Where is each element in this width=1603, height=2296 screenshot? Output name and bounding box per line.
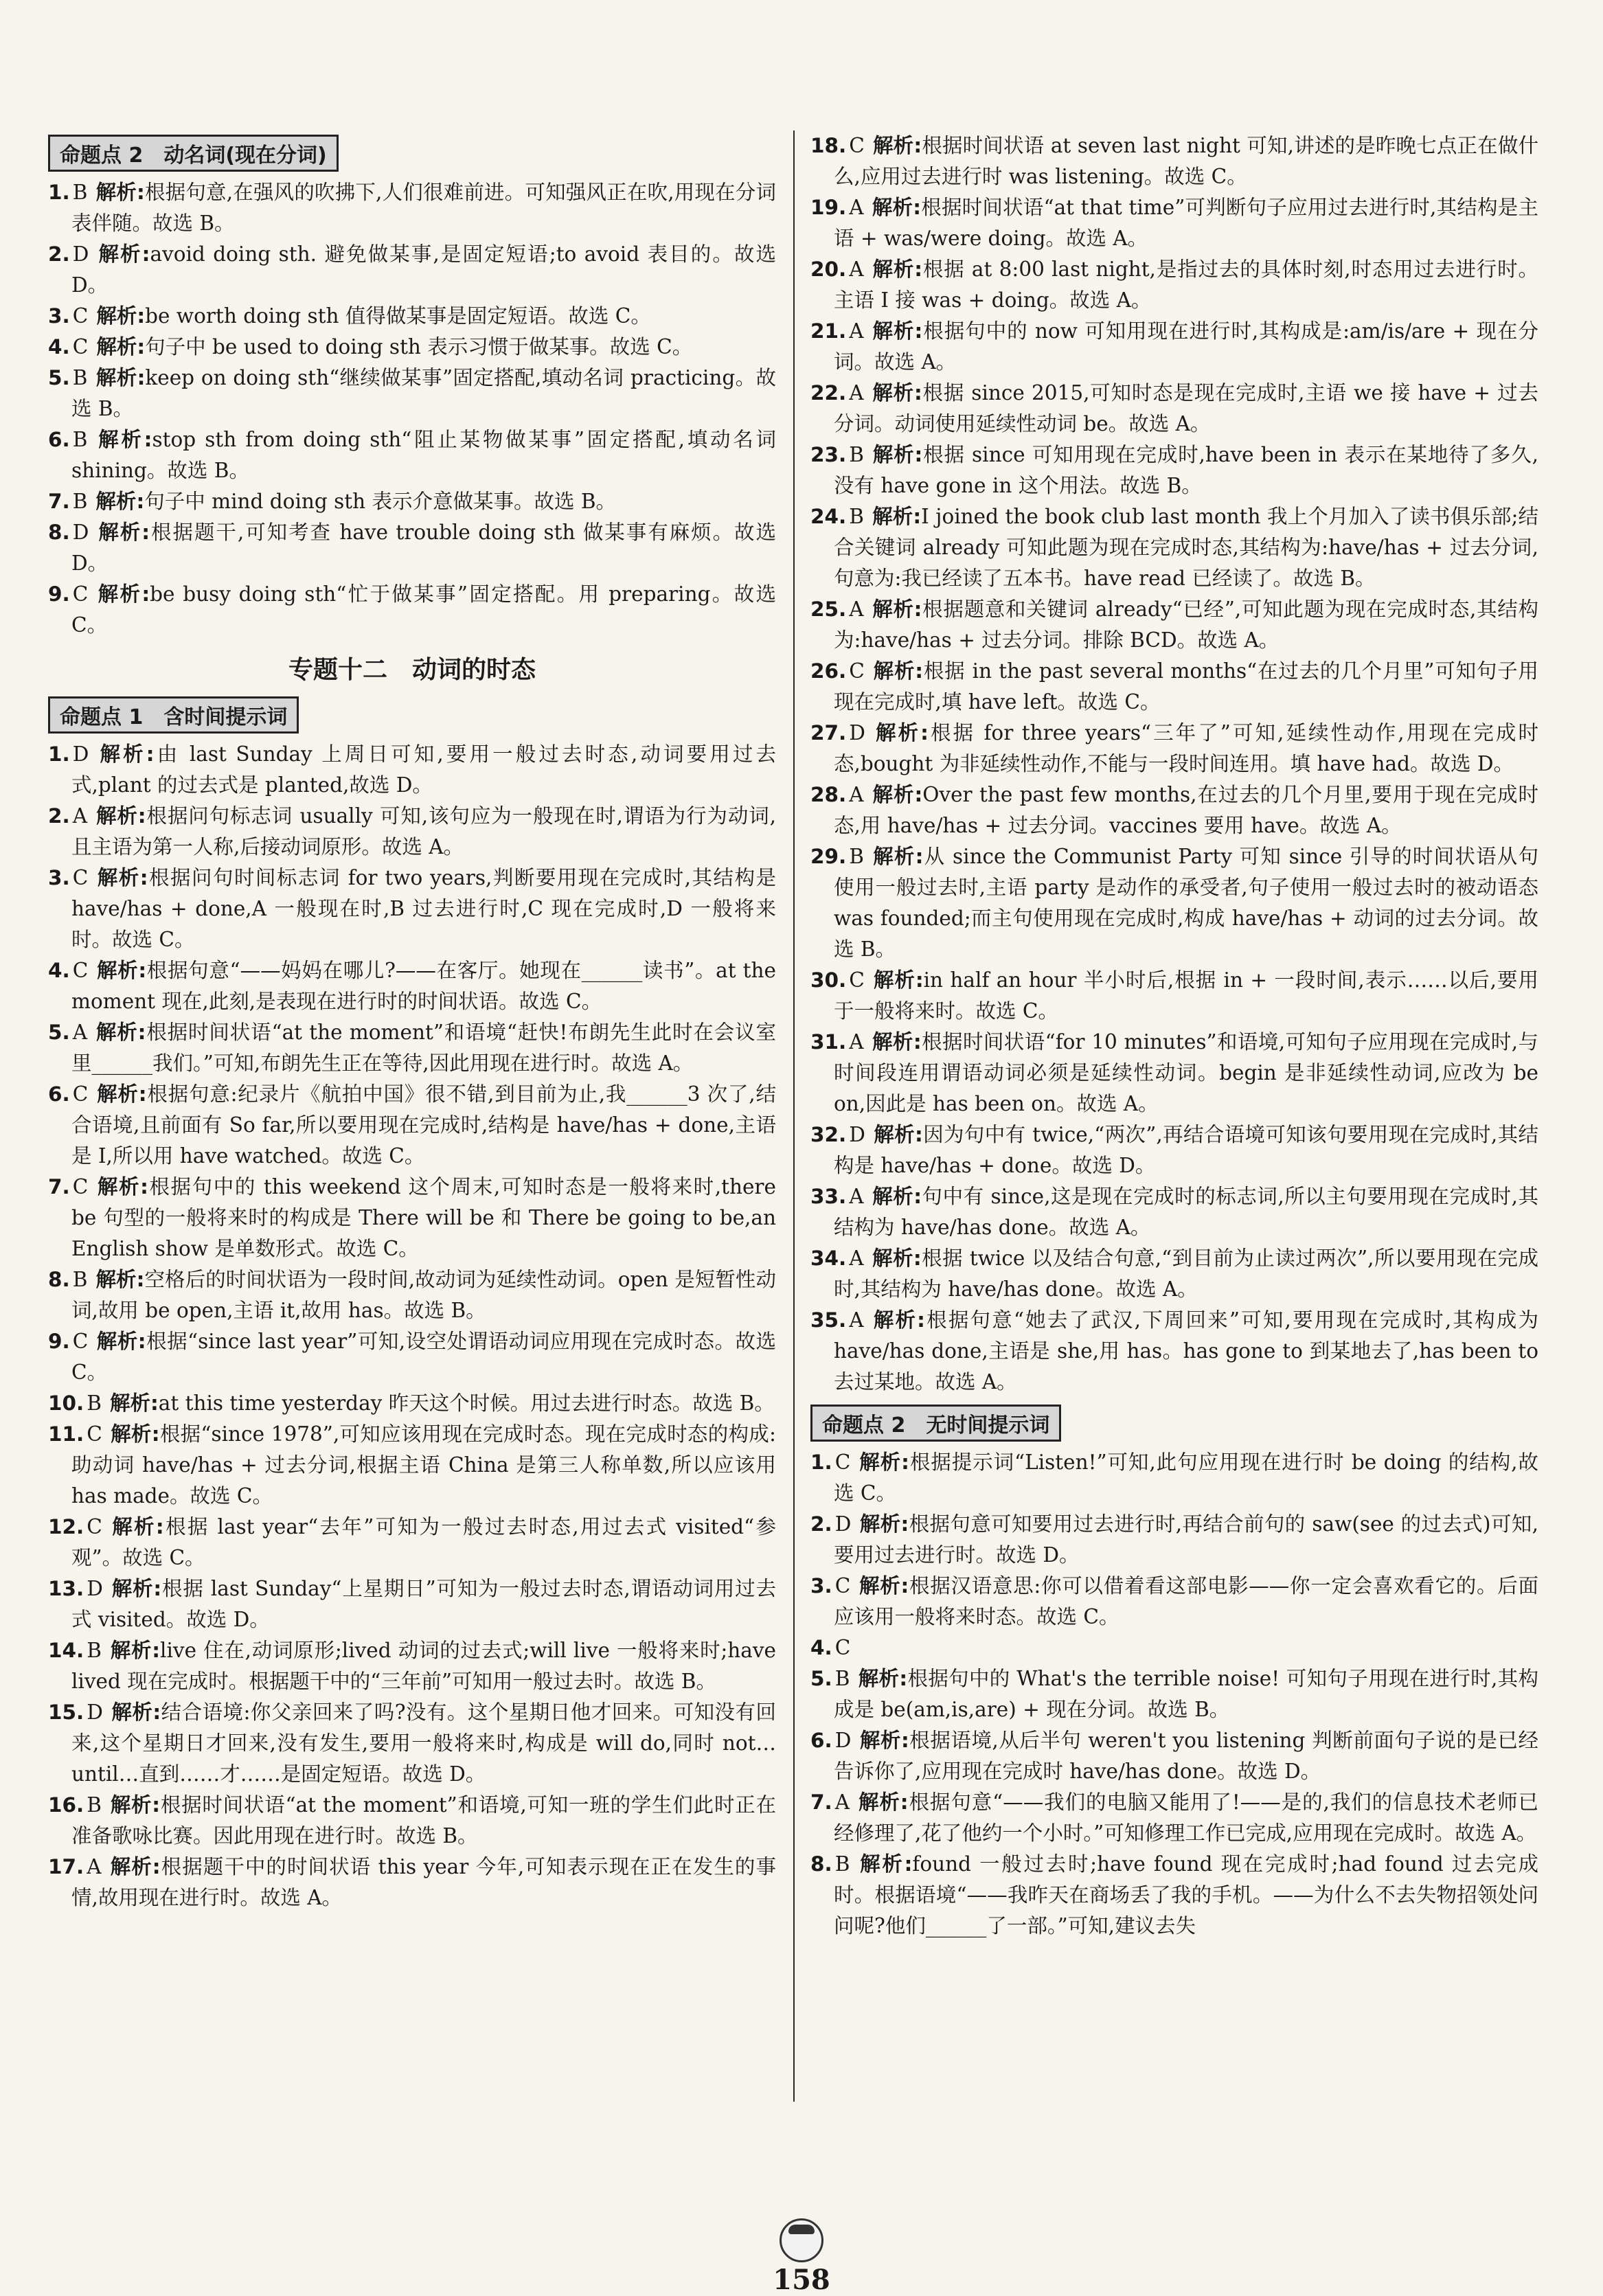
item-explanation: found 一般过去时;have found 现在完成时;had found 过去完成时。根据语境“——我昨天在商场丢了我的手机。——为什么不去失物招领处问问呢?他们______了一部。”可知,建议去失 xyxy=(834,1852,1538,1937)
item-number: 12. xyxy=(48,1515,84,1538)
item-explanation: 根据时间状语 at seven last night 可知,讲述的是昨晚七点正在做什么,应用过去进行时 was listening。故选 C。 xyxy=(834,134,1538,188)
item-explanation: 根据“since 1978”,可知应该用现在完成时态。现在完成时态的构成:助动词 have/has + 过去分词,根据主语 China 是第三人称单数,所以应该用 has made。故选 C。 xyxy=(71,1422,776,1508)
item-number: 2. xyxy=(48,804,70,828)
item-explanation: keep on doing sth“继续做某事”固定搭配,填动名词 practicing。故选 B。 xyxy=(71,366,776,420)
item-answer: A xyxy=(849,319,864,343)
item-answer: D xyxy=(834,1512,852,1536)
answer-item: 3. C 解析:根据汉语意思:你可以借着看这部电影——你一定会喜欢看它的。后面应该用一般将来时态。故选 C。 xyxy=(810,1574,1538,1628)
answer-item: 4. C 解析:句子中 be used to doing sth 表示习惯于做某事。故选 C。 xyxy=(48,335,693,359)
item-answer: C xyxy=(849,659,865,683)
analysis-label: 解析 xyxy=(872,196,913,219)
item-explanation: 根据汉语意思:你可以借着看这部电影——你一定会喜欢看它的。后面应该用一般将来时态。故选 C。 xyxy=(834,1574,1538,1628)
answer-item: 27. D 解析:根据 for three years“三年了”可知,延续性动作,用现在完成时态,bought 为非延续性动作,不能与一段时间连用。填 have had。故选 D。 xyxy=(810,721,1538,775)
item-answer: C xyxy=(72,1175,89,1198)
item-explanation: 句中有 since,这是现在完成时的标志词,所以主句要用现在完成时,其结构为 have/has done。故选 A。 xyxy=(834,1185,1538,1239)
analysis-label: 解析 xyxy=(96,1175,141,1198)
answer-item: 1. D 解析:由 last Sunday 上周日可知,要用一般过去时态,动词要用过去式,plant 的过去式是 planted,故选 D。 xyxy=(48,742,776,797)
item-explanation: 因为句中有 twice,“两次”,再结合语境可知该句要用现在完成时,其结构是 have/has + done。故选 D。 xyxy=(834,1123,1538,1177)
analysis-label: 解析 xyxy=(97,521,142,544)
analysis-label: 解析 xyxy=(872,968,916,992)
analysis-label: 解析 xyxy=(96,335,137,359)
item-number: 23. xyxy=(810,443,847,466)
analysis-label: 解析 xyxy=(109,1855,152,1878)
item-number: 11. xyxy=(48,1422,84,1446)
item-explanation: 句子中 be used to doing sth 表示习惯于做某事。故选 C。 xyxy=(145,335,693,359)
item-answer: A xyxy=(72,1021,88,1044)
answer-item: 20. A 解析:根据 at 8:00 last night,是指过去的具体时刻,时态用过去进行时。主语 I 接 was + doing。故选 A。 xyxy=(810,258,1538,312)
item-number: 1. xyxy=(48,181,70,204)
item-explanation: 根据时间状语“at that time”可判断句子应用过去进行时,其结构是主语 + was/were doing。故选 A。 xyxy=(834,196,1538,250)
page-footer xyxy=(0,2218,1603,2296)
item-answer: A xyxy=(849,196,864,219)
item-answer: A xyxy=(849,1247,864,1270)
item-number: 10. xyxy=(48,1391,84,1415)
item-explanation: 结合语境:你父亲回来了吗?没有。这个星期日他才回来。可知没有回来,这个星期日才回来,没有发生,要用一般将来时,构成是 will do,同时 not…until…直到……才……是固定短语。故选 D。 xyxy=(71,1701,776,1786)
item-answer: D xyxy=(72,242,89,266)
analysis-label: 解析 xyxy=(96,582,142,606)
item-number: 4. xyxy=(810,1636,832,1659)
item-number: 7. xyxy=(48,1175,70,1198)
item-explanation: 根据 at 8:00 last night,是指过去的具体时刻,时态用过去进行时。主语 I 接 was + doing。故选 A。 xyxy=(834,258,1538,312)
analysis-label: 解析 xyxy=(110,1515,156,1538)
item-answer: C xyxy=(849,134,865,157)
item-answer: B xyxy=(849,505,864,528)
item-answer: A xyxy=(834,1791,850,1814)
item-answer: C xyxy=(849,968,865,992)
item-explanation: 根据“since last year”可知,设空处谓语动词应用现在完成时态。故选 C。 xyxy=(71,1330,776,1384)
item-answer: C xyxy=(72,866,89,889)
analysis-label: 解析 xyxy=(858,1791,900,1814)
analysis-label: 解析 xyxy=(111,1577,154,1600)
item-number: 5. xyxy=(810,1667,832,1690)
item-answer: B xyxy=(849,443,864,466)
answer-item: 2. A 解析:根据问句标志词 usually 可知,该句应为一般现在时,谓语为行为动词,且主语为第一人称,后接动词原形。故选 A。 xyxy=(48,804,776,859)
answer-item: 22. A 解析:根据 since 2015,可知时态是现在完成时,主语 we 接 have + 过去分词。动词使用延续性动词 be。故选 A。 xyxy=(810,381,1538,435)
item-number: 35. xyxy=(810,1308,847,1332)
item-answer: C xyxy=(834,1636,851,1659)
item-number: 13. xyxy=(48,1577,84,1600)
item-number: 14. xyxy=(48,1639,84,1662)
item-number: 4. xyxy=(48,959,70,982)
answer-item: 11. C 解析:根据“since 1978”,可知应该用现在完成时态。现在完成时态的构成:助动词 have/has + 过去分词,根据主语 China 是第三人称单数,所以应该用 has made。故选 C。 xyxy=(48,1422,776,1508)
item-explanation: I joined the book club last month 我上个月加入了读书俱乐部;结合关键词 already 可知此题为现在完成时态,其结构为:have/has + 过去分词,句意为:我已经读了五本书。have read 已经读了。故选 B。 xyxy=(834,505,1538,590)
column-divider xyxy=(793,130,795,2102)
item-answer: D xyxy=(849,721,865,745)
answer-item: 17. A 解析:根据题干中的时间状语 this year 今年,可知表示现在正在发生的事情,故用现在进行时。故选 A。 xyxy=(48,1855,776,1909)
item-explanation: 空格后的时间状语为一段时间,故动词为延续性动词。open 是短暂性动词,故用 be open,主语 it,故用 has。故选 B。 xyxy=(71,1268,776,1322)
item-number: 7. xyxy=(48,490,70,513)
item-number: 33. xyxy=(810,1185,847,1208)
item-explanation: 根据问句标志词 usually 可知,该句应为一般现在时,谓语为行为动词,且主语为第一人称,后接动词原形。故选 A。 xyxy=(71,804,776,859)
item-explanation: 根据时间状语“at the moment”和语境“赶快!布朗先生此时在会议室里______我们。”可知,布朗先生正在等待,因此用现在进行时。故选 A。 xyxy=(71,1021,776,1075)
analysis-label: 解析 xyxy=(872,845,916,868)
analysis-label: 解析 xyxy=(872,1030,913,1054)
analysis-label: 解析 xyxy=(873,1123,916,1146)
item-answer: D xyxy=(87,1701,103,1724)
analysis-label: 解析 xyxy=(95,1021,138,1044)
item-answer: B xyxy=(834,1852,850,1876)
answer-item: 12. C 解析:根据 last year“去年”可知为一般过去时态,用过去式 visited“参观”。故选 C。 xyxy=(48,1515,776,1569)
answer-list xyxy=(810,1447,1538,1942)
item-number: 22. xyxy=(810,381,847,405)
analysis-label: 解析 xyxy=(872,134,914,157)
analysis-label: 解析 xyxy=(97,242,142,266)
item-explanation: 根据句意“——妈妈在哪儿?——在客厅。她现在______读书”。at the moment 现在,此刻,是表现在进行时的时间状语。故选 C。 xyxy=(71,959,776,1013)
page-number: 158 xyxy=(773,2264,830,2296)
item-explanation: 根据 last Sunday“上星期日”可知为一般过去时态,谓语动词用过去式 visited。故选 D。 xyxy=(71,1577,776,1631)
analysis-label: 解析 xyxy=(859,1574,901,1598)
item-answer: C xyxy=(72,959,89,982)
answer-item: 34. A 解析:根据 twice 以及结合句意,“到目前为止读过两次”,所以要用现在完成时,其结构为 have/has done。故选 A。 xyxy=(810,1247,1538,1301)
answer-item: 29. B 解析:从 since the Communist Party 可知 since 引导的时间状语从句使用一般过去时,主语 party 是动作的承受者,句子使用一般过去时的被动语态 was founded;而主句使用现在完成时,构成 have/has + 动词的过去分词。故选 B。 xyxy=(810,845,1538,961)
item-explanation: live 住在,动词原形;lived 动词的过去式;will live 一般将来时;have lived 现在完成时。根据题干中的“三年前”可知用一般过去时。故选 B。 xyxy=(71,1639,776,1693)
item-explanation: 句子中 mind doing sth 表示介意做某事。故选 B。 xyxy=(144,490,617,513)
answer-item: 28. A 解析:Over the past few months,在过去的几个月里,要用于现在完成时态,用 have/has + 过去分词。vaccines 要用 have。故选 A。 xyxy=(810,783,1538,837)
item-answer: C xyxy=(72,335,89,359)
item-answer: A xyxy=(849,381,864,405)
answer-item: 35. A 解析:根据句意“她去了武汉,下周回来”可知,要用现在完成时,其构成为 have/has done,主语是 she,用 has。has gone to 到某地去了,has been to 去过某地。故选 A。 xyxy=(810,1308,1538,1394)
item-answer: B xyxy=(72,366,88,389)
item-answer: A xyxy=(87,1855,102,1878)
item-explanation: 根据 for three years“三年了”可知,延续性动作,用现在完成时态,bought 为非延续性动作,不能与一段时间连用。填 have had。故选 D。 xyxy=(834,721,1538,775)
item-answer: B xyxy=(849,845,864,868)
answer-item: 7. B 解析:句子中 mind doing sth 表示介意做某事。故选 B。 xyxy=(48,490,617,513)
item-explanation: 根据句意“——我们的电脑又能用了!——是的,我们的信息技术老师已经修理了,花了他约一个小时。”可知修理工作已完成,应用现在完成时。故选 A。 xyxy=(834,1791,1538,1845)
item-number: 2. xyxy=(48,242,70,266)
analysis-label: 解析 xyxy=(96,1082,139,1106)
item-explanation: 根据时间状语“for 10 minutes”和语境,可知句子应用现在完成时,与时间段连用谓语动词必须是延续性动词。begin 是非延续性动词,应改为 be on,因此是 has been on。故选 A。 xyxy=(834,1030,1538,1115)
analysis-label: 解析 xyxy=(872,783,915,806)
item-explanation: 根据 since 2015,可知时态是现在完成时,主语 we 接 have + 过去分词。动词使用延续性动词 be。故选 A。 xyxy=(834,381,1538,435)
analysis-label: 解析 xyxy=(97,742,146,766)
item-explanation: 根据 in the past several months“在过去的几个月里”可知句子用现在完成时,填 have left。故选 C。 xyxy=(834,659,1538,714)
item-answer: A xyxy=(849,598,864,621)
item-number: 18. xyxy=(810,134,847,157)
item-answer: C xyxy=(834,1574,851,1598)
item-number: 3. xyxy=(48,866,70,889)
answer-item: 8. B 解析:found 一般过去时;have found 现在完成时;had found 过去完成时。根据语境“——我昨天在商场丢了我的手机。——为什么不去失物招领处问问呢?他们______了一部。”可知,建议去失 xyxy=(810,1852,1538,1937)
item-number: 34. xyxy=(810,1247,847,1270)
item-explanation: 根据 last year“去年”可知为一般过去时态,用过去式 visited“参观”。故选 C。 xyxy=(71,1515,776,1569)
item-number: 5. xyxy=(48,366,70,389)
item-number: 19. xyxy=(810,196,847,219)
item-number: 5. xyxy=(48,1021,70,1044)
analysis-label: 解析 xyxy=(858,1667,900,1690)
item-explanation: 根据语境,从后半句 weren't you listening 判断前面句子说的是已经告诉你了,应用现在完成时 have/has done。故选 D。 xyxy=(834,1729,1538,1783)
item-answer: D xyxy=(87,1577,103,1600)
item-number: 25. xyxy=(810,598,847,621)
item-answer: B xyxy=(72,490,88,513)
item-answer: A xyxy=(849,1308,864,1332)
answer-item: 5. A 解析:根据时间状语“at the moment”和语境“赶快!布朗先生此时在会议室里______我们。”可知,布朗先生正在等待,因此用现在进行时。故选 A。 xyxy=(48,1021,776,1075)
analysis-label: 解析 xyxy=(872,1185,914,1208)
item-number: 9. xyxy=(48,1330,70,1353)
answer-item: 31. A 解析:根据时间状语“for 10 minutes”和语境,可知句子应用现在完成时,与时间段连用谓语动词必须是延续性动词。begin 是非延续性动词,应改为 be on,因此是 has been on。故选 A。 xyxy=(810,1030,1538,1115)
analysis-label: 解析 xyxy=(859,1512,901,1536)
item-number: 9. xyxy=(48,582,70,606)
answer-item: 6. B 解析:stop sth from doing sth“阻止某物做某事”固定搭配,填动名词 shining。故选 B。 xyxy=(48,428,776,482)
item-explanation: 根据题干中的时间状语 this year 今年,可知表示现在正在发生的事情,故用现在进行时。故选 A。 xyxy=(71,1855,776,1909)
item-number: 27. xyxy=(810,721,847,745)
item-answer: D xyxy=(72,742,89,766)
mascot-icon xyxy=(780,2218,823,2262)
item-number: 7. xyxy=(810,1791,832,1814)
item-explanation: 根据句意“她去了武汉,下周回来”可知,要用现在完成时,其构成为 have/has done,主语是 she,用 has。has gone to 到某地去了,has been to 去过某地。故选 A。 xyxy=(834,1308,1538,1394)
item-number: 8. xyxy=(48,1268,70,1291)
analysis-label: 解析 xyxy=(95,1268,137,1291)
item-answer: A xyxy=(849,258,864,281)
answer-list xyxy=(48,177,776,641)
item-explanation: 从 since the Communist Party 可知 since 引导的时间状语从句使用一般过去时,主语 party 是动作的承受者,句子使用一般过去时的被动语态 was founded;而主句使用现在完成时,构成 have/has + 动词的过去分词。故选 B。 xyxy=(834,845,1538,961)
answer-item: 6. C 解析:根据句意:纪录片《航拍中国》很不错,到目前为止,我______3 次了,结合语境,且前面有 So far,所以要用现在完成时,结构是 have/has + done,主语是 I,所以用 have watched。故选 C。 xyxy=(48,1082,776,1168)
item-number: 17. xyxy=(48,1855,84,1878)
item-number: 30. xyxy=(810,968,847,992)
section-heading: 命题点 1 含时间提示词 xyxy=(48,696,299,734)
item-explanation: 根据句意,在强风的吹拂下,人们很难前进。可知强风正在吹,用现在分词表伴随。故选 B。 xyxy=(71,181,776,235)
item-number: 29. xyxy=(810,845,847,868)
item-answer: C xyxy=(72,304,89,328)
item-explanation: 由 last Sunday 上周日可知,要用一般过去时态,动词要用过去式,plant 的过去式是 planted,故选 D。 xyxy=(71,742,776,797)
answer-item: 9. C 解析:be busy doing sth“忙于做某事”固定搭配。用 preparing。故选 C。 xyxy=(48,582,776,637)
answer-list xyxy=(48,739,776,1913)
analysis-label: 解析 xyxy=(95,428,144,451)
analysis-label: 解析 xyxy=(95,181,137,204)
item-answer: B xyxy=(72,181,88,204)
analysis-label: 解析 xyxy=(872,258,915,281)
analysis-label: 解析 xyxy=(111,1701,153,1724)
item-number: 31. xyxy=(810,1030,847,1054)
answer-item xyxy=(810,1633,1538,1663)
answer-item: 32. D 解析:因为句中有 twice,“两次”,再结合语境可知该句要用现在完成时,其结构是 have/has + done。故选 D。 xyxy=(810,1123,1538,1177)
topic-title: 专题十二 动词的时态 xyxy=(288,656,536,684)
analysis-label: 解析 xyxy=(872,505,913,528)
item-answer: A xyxy=(72,804,88,828)
answer-item: 2. D 解析:根据句意可知要用过去进行时,再结合前句的 saw(see 的过去式)可知,要用过去进行时。故选 D。 xyxy=(810,1512,1538,1567)
item-number: 6. xyxy=(810,1729,832,1752)
answer-item: 21. A 解析:根据句中的 now 可知用现在进行时,其构成是:am/is/are + 现在分词。故选 A。 xyxy=(810,319,1538,374)
item-answer: D xyxy=(834,1729,852,1752)
answer-item: 6. D 解析:根据语境,从后半句 weren't you listening 判断前面句子说的是已经告诉你了,应用现在完成时 have/has done。故选 D。 xyxy=(810,1729,1538,1783)
item-answer: C xyxy=(87,1515,102,1538)
item-number: 8. xyxy=(810,1852,832,1876)
left-column xyxy=(48,130,776,1913)
item-number: 8. xyxy=(48,521,70,544)
item-answer: D xyxy=(849,1123,865,1146)
answer-item: 16. B 解析:根据时间状语“at the moment”和语境,可知一班的学生们此时正在准备歌咏比赛。因此用现在进行时。故选 B。 xyxy=(48,1793,776,1848)
analysis-label: 解析 xyxy=(872,443,915,466)
item-explanation: avoid doing sth. 避免做某事,是固定短语;to avoid 表目的。故选 D。 xyxy=(71,242,776,297)
analysis-label: 解析 xyxy=(95,366,137,389)
answer-item: 2. D 解析:avoid doing sth. 避免做某事,是固定短语;to avoid 表目的。故选 D。 xyxy=(48,242,776,297)
item-answer: A xyxy=(849,1030,864,1054)
item-number: 21. xyxy=(810,319,847,343)
item-answer: A xyxy=(849,1185,864,1208)
item-number: 3. xyxy=(810,1574,832,1598)
answer-item: 26. C 解析:根据 in the past several months“在过去的几个月里”可知句子用现在完成时,填 have left。故选 C。 xyxy=(810,659,1538,714)
item-answer: A xyxy=(849,783,864,806)
item-number: 26. xyxy=(810,659,847,683)
item-answer: B xyxy=(834,1667,850,1690)
analysis-label: 解析 xyxy=(872,598,914,621)
analysis-label: 解析 xyxy=(95,804,138,828)
item-explanation: 根据 twice 以及结合句意,“到目前为止读过两次”,所以要用现在完成时,其结构为 have/has done。故选 A。 xyxy=(834,1247,1538,1301)
analysis-label: 解析 xyxy=(873,721,921,745)
item-explanation: be worth doing sth 值得做某事是固定短语。故选 C。 xyxy=(145,304,651,328)
analysis-label: 解析 xyxy=(96,866,140,889)
analysis-label: 解析 xyxy=(872,381,914,405)
answer-item: 1. C 解析:根据提示词“Listen!”可知,此句应用现在进行时 be doing 的结构,故选 C。 xyxy=(810,1451,1538,1505)
analysis-label: 解析 xyxy=(110,1422,152,1446)
item-number: 1. xyxy=(810,1451,832,1474)
answer-item: 18. C 解析:根据时间状语 at seven last night 可知,讲述的是昨晚七点正在做什么,应用过去进行时 was listening。故选 C。 xyxy=(810,134,1538,188)
answer-item: 14. B 解析:live 住在,动词原形;lived 动词的过去式;will live 一般将来时;have lived 现在完成时。根据题干中的“三年前”可知用一般过去时。故选 B。 xyxy=(48,1639,776,1693)
item-explanation: 根据 since 可知用现在完成时,have been in 表示在某地待了多久,没有 have gone in 这个用法。故选 B。 xyxy=(834,443,1538,497)
item-number: 15. xyxy=(48,1701,84,1724)
analysis-label: 解析 xyxy=(872,319,915,343)
item-explanation: stop sth from doing sth“阻止某物做某事”固定搭配,填动名词 shining。故选 B。 xyxy=(71,428,776,482)
item-answer: C xyxy=(72,582,89,606)
answer-item: 19. A 解析:根据时间状语“at that time”可判断句子应用过去进行时,其结构是主语 + was/were doing。故选 A。 xyxy=(810,196,1538,250)
item-explanation: at this time yesterday 昨天这个时候。用过去进行时态。故选 B。 xyxy=(158,1391,775,1415)
answer-page xyxy=(48,130,1559,2095)
answer-item: 25. A 解析:根据题意和关键词 already“已经”,可知此题为现在完成时态,其结构为:have/has + 过去分词。排除 BCD。故选 A。 xyxy=(810,598,1538,652)
item-explanation: in half an hour 半小时后,根据 in + 一段时间,表示……以后,要用于一般将来时。故选 C。 xyxy=(834,968,1538,1023)
analysis-label: 解析 xyxy=(859,1451,902,1474)
item-answer: B xyxy=(72,428,88,451)
item-explanation: 根据句中的 What's the terrible noise! 可知句子用现在进行时,其构成是 be(am,is,are) + 现在分词。故选 B。 xyxy=(834,1667,1538,1721)
item-number: 24. xyxy=(810,505,847,528)
analysis-label: 解析 xyxy=(95,490,137,513)
answer-item: 30. C 解析:in half an hour 半小时后,根据 in + 一段时间,表示……以后,要用于一般将来时。故选 C。 xyxy=(810,968,1538,1023)
item-number: 4. xyxy=(48,335,70,359)
answer-item: 3. C 解析:be worth doing sth 值得做某事是固定短语。故选 C。 xyxy=(48,304,651,328)
item-number: 16. xyxy=(48,1793,84,1817)
item-explanation: Over the past few months,在过去的几个月里,要用于现在完成时态,用 have/has + 过去分词。vaccines 要用 have。故选 A。 xyxy=(834,783,1538,837)
item-answer: C xyxy=(72,1082,89,1106)
item-explanation: be busy doing sth“忙于做某事”固定搭配。用 preparing。故选 C。 xyxy=(71,582,776,637)
item-answer: B xyxy=(72,1268,88,1291)
answer-item: 3. C 解析:根据问句时间标志词 for two years,判断要用现在完成时,其结构是 have/has + done,A 一般现在时,B 过去进行时,C 现在完成时,D 一般将来时。故选 C。 xyxy=(48,866,776,951)
answer-item: 5. B 解析:根据句中的 What's the terrible noise! 可知句子用现在进行时,其构成是 be(am,is,are) + 现在分词。故选 B。 xyxy=(810,1667,1538,1721)
item-number: 28. xyxy=(810,783,847,806)
item-number: 2. xyxy=(810,1512,832,1536)
item-number: 20. xyxy=(810,258,847,281)
analysis-label: 解析 xyxy=(109,1793,152,1817)
answer-item: 7. C 解析:根据句中的 this weekend 这个周末,可知时态是一般将来时,there be 句型的一般将来时的构成是 There will be 和 There be going to be,an English show 是单数形式。故选 C。 xyxy=(48,1175,776,1260)
item-explanation: 根据句意:纪录片《航拍中国》很不错,到目前为止,我______3 次了,结合语境,且前面有 So far,所以要用现在完成时,结构是 have/has + done,主语是 I,所以用 have watched。故选 C。 xyxy=(71,1082,776,1168)
analysis-label: 解析 xyxy=(872,1247,913,1270)
analysis-label: 解析 xyxy=(872,1308,918,1332)
item-explanation: 根据提示词“Listen!”可知,此句应用现在进行时 be doing 的结构,故选 C。 xyxy=(834,1451,1538,1505)
item-answer: C xyxy=(834,1451,851,1474)
item-explanation: 根据句意可知要用过去进行时,再结合前句的 saw(see 的过去式)可知,要用过去进行时。故选 D。 xyxy=(834,1512,1538,1567)
item-explanation: 根据时间状语“at the moment”和语境,可知一班的学生们此时正在准备歌咏比赛。因此用现在进行时。故选 B。 xyxy=(71,1793,776,1848)
answer-item: 8. B 解析:空格后的时间状语为一段时间,故动词为延续性动词。open 是短暂性动词,故用 be open,主语 it,故用 has。故选 B。 xyxy=(48,1268,776,1322)
analysis-label: 解析 xyxy=(109,1391,150,1415)
item-answer: B xyxy=(87,1793,102,1817)
answer-item: 13. D 解析:根据 last Sunday“上星期日”可知为一般过去时态,谓语动词用过去式 visited。故选 D。 xyxy=(48,1577,776,1631)
answer-item: 33. A 解析:句中有 since,这是现在完成时的标志词,所以主句要用现在完成时,其结构为 have/has done。故选 A。 xyxy=(810,1185,1538,1239)
item-answer: B xyxy=(87,1391,102,1415)
analysis-label: 解析 xyxy=(859,1729,901,1752)
answer-item: 10. B 解析:at this time yesterday 昨天这个时候。用过去进行时态。故选 B。 xyxy=(48,1391,775,1415)
section-heading: 命题点 2 动名词(现在分词) xyxy=(48,135,339,172)
answer-item: 15. D 解析:结合语境:你父亲回来了吗?没有。这个星期日他才回来。可知没有回来,这个星期日才回来,没有发生,要用一般将来时,构成是 will do,同时 not…until…直到……才……是固定短语。故选 D。 xyxy=(48,1701,776,1786)
answer-item: 8. D 解析:根据题干,可知考查 have trouble doing sth 做某事有麻烦。故选 D。 xyxy=(48,521,776,575)
answer-item: 1. B 解析:根据句意,在强风的吹拂下,人们很难前进。可知强风正在吹,用现在分词表伴随。故选 B。 xyxy=(48,181,776,235)
item-number: 6. xyxy=(48,428,70,451)
item-number: 32. xyxy=(810,1123,847,1146)
item-answer: C xyxy=(72,1330,89,1353)
item-answer: B xyxy=(87,1639,102,1662)
answer-item: 7. A 解析:根据句意“——我们的电脑又能用了!——是的,我们的信息技术老师已经修理了,花了他约一个小时。”可知修理工作已完成,应用现在完成时。故选 A。 xyxy=(810,1791,1538,1845)
analysis-label: 解析 xyxy=(109,1639,152,1662)
section-heading: 命题点 2 无时间提示词 xyxy=(810,1405,1061,1442)
item-explanation: 根据题意和关键词 already“已经”,可知此题为现在完成时态,其结构为:have/has + 过去分词。排除 BCD。故选 A。 xyxy=(834,598,1538,652)
right-column xyxy=(810,130,1538,1942)
item-answer: D xyxy=(72,521,89,544)
answer-item: 5. B 解析:keep on doing sth“继续做某事”固定搭配,填动名词 practicing。故选 B。 xyxy=(48,366,776,420)
answer-item: 24. B 解析:I joined the book club last month 我上个月加入了读书俱乐部;结合关键词 already 可知此题为现在完成时态,其结构为:have/has + 过去分词,句意为:我已经读了五本书。have read 已经读了。故选 B。 xyxy=(810,505,1538,590)
item-explanation: 根据句中的 this weekend 这个周末,可知时态是一般将来时,there be 句型的一般将来时的构成是 There will be 和 There be going to be,an English show 是单数形式。故选 C。 xyxy=(71,1175,776,1260)
analysis-label: 解析 xyxy=(872,659,916,683)
answer-item: 4. C 解析:根据句意“——妈妈在哪儿?——在客厅。她现在______读书”。at the moment 现在,此刻,是表现在进行时的时间状语。故选 C。 xyxy=(48,959,776,1013)
item-number: 6. xyxy=(48,1082,70,1106)
item-answer: C xyxy=(87,1422,102,1446)
analysis-label: 解析 xyxy=(858,1852,905,1876)
item-explanation: 根据题干,可知考查 have trouble doing sth 做某事有麻烦。故选 D。 xyxy=(71,521,776,575)
analysis-label: 解析 xyxy=(96,304,137,328)
analysis-label: 解析 xyxy=(96,959,139,982)
item-number: 1. xyxy=(48,742,70,766)
answer-list xyxy=(810,130,1538,1398)
item-explanation: 根据问句时间标志词 for two years,判断要用现在完成时,其结构是 have/has + done,A 一般现在时,B 过去进行时,C 现在完成时,D 一般将来时。故选 C。 xyxy=(71,866,776,951)
answer-item: 9. C 解析:根据“since last year”可知,设空处谓语动词应用现在完成时态。故选 C。 xyxy=(48,1330,776,1384)
item-number: 3. xyxy=(48,304,70,328)
item-explanation: 根据句中的 now 可知用现在进行时,其构成是:am/is/are + 现在分词。故选 A。 xyxy=(834,319,1538,374)
answer-item: 23. B 解析:根据 since 可知用现在完成时,have been in 表示在某地待了多久,没有 have gone in 这个用法。故选 B。 xyxy=(810,443,1538,497)
analysis-label: 解析 xyxy=(96,1330,138,1353)
